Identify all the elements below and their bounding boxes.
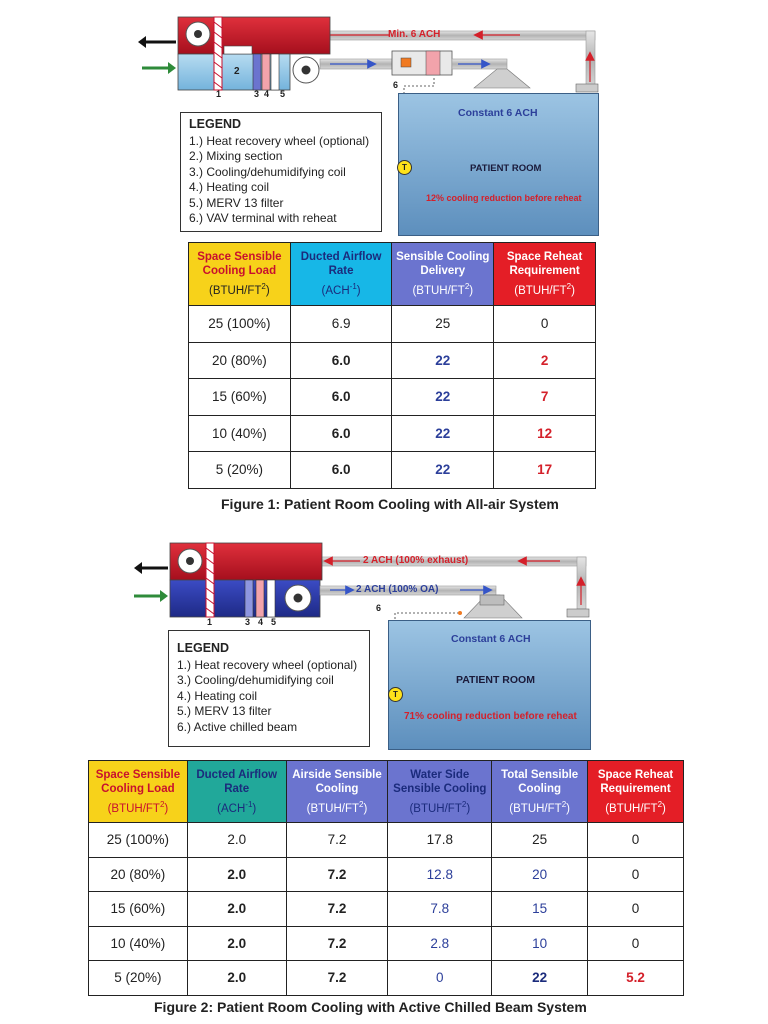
column-header bbox=[189, 243, 291, 306]
table-cell: 0 bbox=[588, 926, 684, 961]
figure1-diagram bbox=[0, 0, 768, 240]
table-cell: 6.0 bbox=[290, 415, 392, 452]
column-header bbox=[286, 761, 388, 823]
table-cell: 2.0 bbox=[187, 857, 286, 892]
column-header-name: Space Sensible Cooling Load bbox=[197, 251, 282, 278]
table-cell: 22 bbox=[392, 452, 494, 489]
unit-text-end: ) bbox=[363, 802, 368, 815]
legend-item: 6.) Active chilled beam bbox=[177, 719, 298, 734]
table-cell: 25 bbox=[492, 823, 588, 858]
column-header bbox=[89, 761, 188, 823]
unit-superscript: 2 bbox=[261, 282, 266, 292]
table-cell: 25 (100%) bbox=[189, 306, 291, 343]
unit-text-end: ) bbox=[164, 802, 169, 815]
table-cell: 22 bbox=[392, 415, 494, 452]
table-cell: 0 bbox=[388, 961, 492, 996]
component-number-5: 5 bbox=[280, 89, 286, 99]
table-row bbox=[89, 961, 684, 996]
column-header bbox=[187, 761, 286, 823]
table-cell: 5.2 bbox=[588, 961, 684, 996]
column-header-name: Airside Sensible Cooling bbox=[292, 768, 382, 795]
column-header bbox=[494, 243, 596, 306]
table-cell: 7.2 bbox=[286, 857, 388, 892]
table-cell: 7.2 bbox=[286, 961, 388, 996]
legend-item: 5.) MERV 13 filter bbox=[189, 195, 284, 210]
table-row bbox=[89, 823, 684, 858]
column-header bbox=[392, 243, 494, 306]
table-cell: 0 bbox=[494, 306, 596, 343]
table-cell: 10 bbox=[492, 926, 588, 961]
table-cell: 0 bbox=[588, 892, 684, 927]
table-cell: 0 bbox=[588, 823, 684, 858]
column-header-name: Water Side Sensible Cooling bbox=[393, 768, 487, 795]
table-row bbox=[189, 452, 596, 489]
column-header-name: Ducted Airflow Rate bbox=[196, 768, 278, 795]
flow-label-exhaust: 2 ACH (100% exhaust) bbox=[363, 555, 469, 566]
column-header-unit bbox=[494, 280, 595, 298]
unit-text: (BTUH/FT bbox=[306, 802, 360, 815]
component-number-6: 6 bbox=[393, 80, 399, 90]
column-header-unit bbox=[388, 798, 491, 816]
table-cell: 2.0 bbox=[187, 892, 286, 927]
legend-figure1 bbox=[180, 112, 382, 232]
table-cell: 6.0 bbox=[290, 342, 392, 379]
return-grille bbox=[576, 84, 598, 92]
legend-figure2 bbox=[168, 630, 370, 747]
cooling-coil-2 bbox=[245, 580, 253, 617]
table-cell: 17 bbox=[494, 452, 596, 489]
table-cell: 2.0 bbox=[187, 823, 286, 858]
unit-superscript: 2 bbox=[561, 799, 567, 809]
unit-text: (ACH bbox=[217, 802, 246, 815]
column-header-unit bbox=[188, 798, 286, 816]
supply-diffuser bbox=[474, 69, 530, 88]
table-cell: 20 bbox=[492, 857, 588, 892]
unit-text-end: ) bbox=[356, 284, 361, 297]
table-row bbox=[189, 306, 596, 343]
unit-text: (ACH bbox=[321, 284, 350, 297]
table-cell: 6.9 bbox=[290, 306, 392, 343]
column-header bbox=[388, 761, 492, 823]
table-cell: 22 bbox=[492, 961, 588, 996]
mixing-section-number: 2 bbox=[234, 66, 240, 77]
legend-item: 6.) VAV terminal with reheat bbox=[189, 211, 337, 225]
table-row bbox=[189, 415, 596, 452]
unit-superscript: -1 bbox=[245, 799, 253, 809]
legend-item: 1.) Heat recovery wheel (optional) bbox=[189, 133, 370, 148]
table-cell: 22 bbox=[392, 379, 494, 416]
flow-label-constant-6-ach-2: Constant 6 ACH bbox=[451, 633, 531, 645]
unit-text: (BTUH/FT bbox=[509, 802, 562, 815]
table-cell: 7.8 bbox=[388, 892, 492, 927]
column-header bbox=[290, 243, 392, 306]
table-cell: 17.8 bbox=[388, 823, 492, 858]
component-number-1: 1 bbox=[216, 89, 222, 99]
flow-label-oa: 2 ACH (100% OA) bbox=[356, 584, 439, 595]
column-header-unit bbox=[89, 798, 187, 816]
legend-item: 2.) Mixing section bbox=[189, 149, 283, 163]
legend-item: 1.) Heat recovery wheel (optional) bbox=[177, 657, 358, 672]
table-row bbox=[189, 379, 596, 416]
figure2-table bbox=[88, 760, 684, 996]
table-cell: 5 (20%) bbox=[89, 961, 188, 996]
column-header-unit bbox=[492, 798, 587, 816]
table-cell: 25 (100%) bbox=[89, 823, 188, 858]
table-cell: 15 bbox=[492, 892, 588, 927]
component-number-3-fig2: 3 bbox=[245, 617, 251, 627]
unit-superscript: 2 bbox=[159, 799, 165, 809]
table-cell: 15 (60%) bbox=[89, 892, 188, 927]
table-cell: 20 (80%) bbox=[189, 342, 291, 379]
table-cell: 0 bbox=[588, 857, 684, 892]
legend-item: 3.) Cooling/dehumidifying coil bbox=[177, 673, 334, 687]
table-cell: 10 (40%) bbox=[189, 415, 291, 452]
unit-superscript: 2 bbox=[461, 799, 467, 809]
component-number-4: 4 bbox=[264, 89, 270, 99]
table-cell: 22 bbox=[392, 342, 494, 379]
unit-text: (BTUH/FT bbox=[412, 284, 465, 297]
patient-room-label-2: PATIENT ROOM bbox=[456, 674, 535, 686]
column-header-name: Space Sensible Cooling Load bbox=[95, 768, 181, 795]
component-number-1-fig2: 1 bbox=[207, 617, 213, 627]
merv-filter bbox=[271, 54, 279, 90]
column-header-unit bbox=[392, 280, 493, 298]
figure2-caption: Figure 2: Patient Room Cooling with Active Chilled Beam System bbox=[154, 999, 587, 1015]
room-note-2: 71% cooling reduction before reheat bbox=[404, 711, 577, 722]
column-header-name: Sensible Cooling Delivery bbox=[396, 251, 490, 278]
unit-superscript: -1 bbox=[349, 282, 357, 292]
table-cell: 6.0 bbox=[290, 452, 392, 489]
figure2-diagram bbox=[0, 535, 768, 750]
unit-text: (BTUH/FT bbox=[209, 284, 262, 297]
heating-coil-2 bbox=[256, 580, 264, 617]
exhaust-grille-2 bbox=[567, 609, 589, 617]
table-cell: 12.8 bbox=[388, 857, 492, 892]
column-header-name: Space Reheat Requirement bbox=[506, 251, 583, 278]
merv-filter-2 bbox=[267, 580, 275, 617]
table-cell: 25 bbox=[392, 306, 494, 343]
table-cell: 7 bbox=[494, 379, 596, 416]
column-header-name: Space Reheat Requirement bbox=[597, 768, 674, 795]
table-cell: 6.0 bbox=[290, 379, 392, 416]
legend-item: 4.) Heating coil bbox=[177, 688, 258, 703]
table-cell: 2.0 bbox=[187, 961, 286, 996]
component-number-6-fig2: 6 bbox=[376, 603, 382, 613]
table-row bbox=[89, 857, 684, 892]
legend-title: LEGEND bbox=[189, 117, 242, 131]
column-header-unit bbox=[291, 280, 392, 298]
table-cell: 7.2 bbox=[286, 823, 388, 858]
table-cell: 12 bbox=[494, 415, 596, 452]
component-number-4-fig2: 4 bbox=[258, 617, 264, 627]
unit-superscript: 2 bbox=[359, 799, 364, 809]
thermostat-icon-2: T bbox=[388, 687, 403, 702]
unit-superscript: 2 bbox=[657, 799, 663, 809]
column-header bbox=[492, 761, 588, 823]
column-header-name: Total Sensible Cooling bbox=[501, 768, 579, 795]
unit-text-end: ) bbox=[662, 802, 666, 815]
column-header-unit bbox=[189, 280, 290, 298]
column-header-unit bbox=[588, 798, 683, 816]
table-cell: 7.2 bbox=[286, 926, 388, 961]
unit-text: (BTUH/FT bbox=[605, 802, 658, 815]
table-cell: 2 bbox=[494, 342, 596, 379]
mixing-damper bbox=[224, 46, 252, 54]
heat-recovery-wheel-2 bbox=[206, 543, 214, 617]
unit-text-end: ) bbox=[252, 802, 257, 815]
legend-item: 5.) MERV 13 filter bbox=[177, 704, 272, 718]
column-header-name: Ducted Airflow Rate bbox=[300, 251, 382, 278]
unit-text-end: ) bbox=[469, 284, 474, 297]
table-cell: 20 (80%) bbox=[89, 857, 188, 892]
flow-label-constant-6-ach: Constant 6 ACH bbox=[458, 107, 538, 119]
legend-item: 3.) Cooling/dehumidifying coil bbox=[189, 164, 346, 179]
table-cell: 2.0 bbox=[187, 926, 286, 961]
column-header-unit bbox=[287, 798, 388, 816]
table-row bbox=[189, 342, 596, 379]
figure1-caption: Figure 1: Patient Room Cooling with All-air System bbox=[221, 496, 559, 512]
unit-text-end: ) bbox=[466, 802, 471, 815]
legend-title-2: LEGEND bbox=[177, 641, 230, 655]
table-cell: 10 (40%) bbox=[89, 926, 188, 961]
patient-room-label: PATIENT ROOM bbox=[470, 163, 542, 174]
table-row bbox=[89, 926, 684, 961]
component-number-5-fig2: 5 bbox=[271, 617, 277, 627]
unit-text-end: ) bbox=[571, 284, 575, 297]
unit-text: (BTUH/FT bbox=[107, 802, 160, 815]
heating-coil bbox=[262, 54, 270, 90]
table-cell: 7.2 bbox=[286, 892, 388, 927]
room-note: 12% cooling reduction before reheat bbox=[426, 193, 582, 203]
table-cell: 5 (20%) bbox=[189, 452, 291, 489]
table-cell: 15 (60%) bbox=[189, 379, 291, 416]
table-row bbox=[89, 892, 684, 927]
unit-text-end: ) bbox=[265, 284, 270, 297]
table-cell: 2.8 bbox=[388, 926, 492, 961]
flow-label-min-6-ach: Min. 6 ACH bbox=[388, 29, 441, 40]
figure1-table bbox=[188, 242, 596, 489]
component-number-3: 3 bbox=[254, 89, 260, 99]
cooling-coil bbox=[253, 54, 261, 90]
legend-item: 4.) Heating coil bbox=[189, 180, 270, 194]
column-header bbox=[588, 761, 684, 823]
unit-superscript: 2 bbox=[566, 282, 572, 292]
unit-superscript: 2 bbox=[464, 282, 470, 292]
unit-text-end: ) bbox=[566, 802, 570, 815]
unit-text: (BTUH/FT bbox=[409, 802, 462, 815]
unit-text: (BTUH/FT bbox=[514, 284, 567, 297]
thermostat-icon: T bbox=[397, 160, 412, 175]
